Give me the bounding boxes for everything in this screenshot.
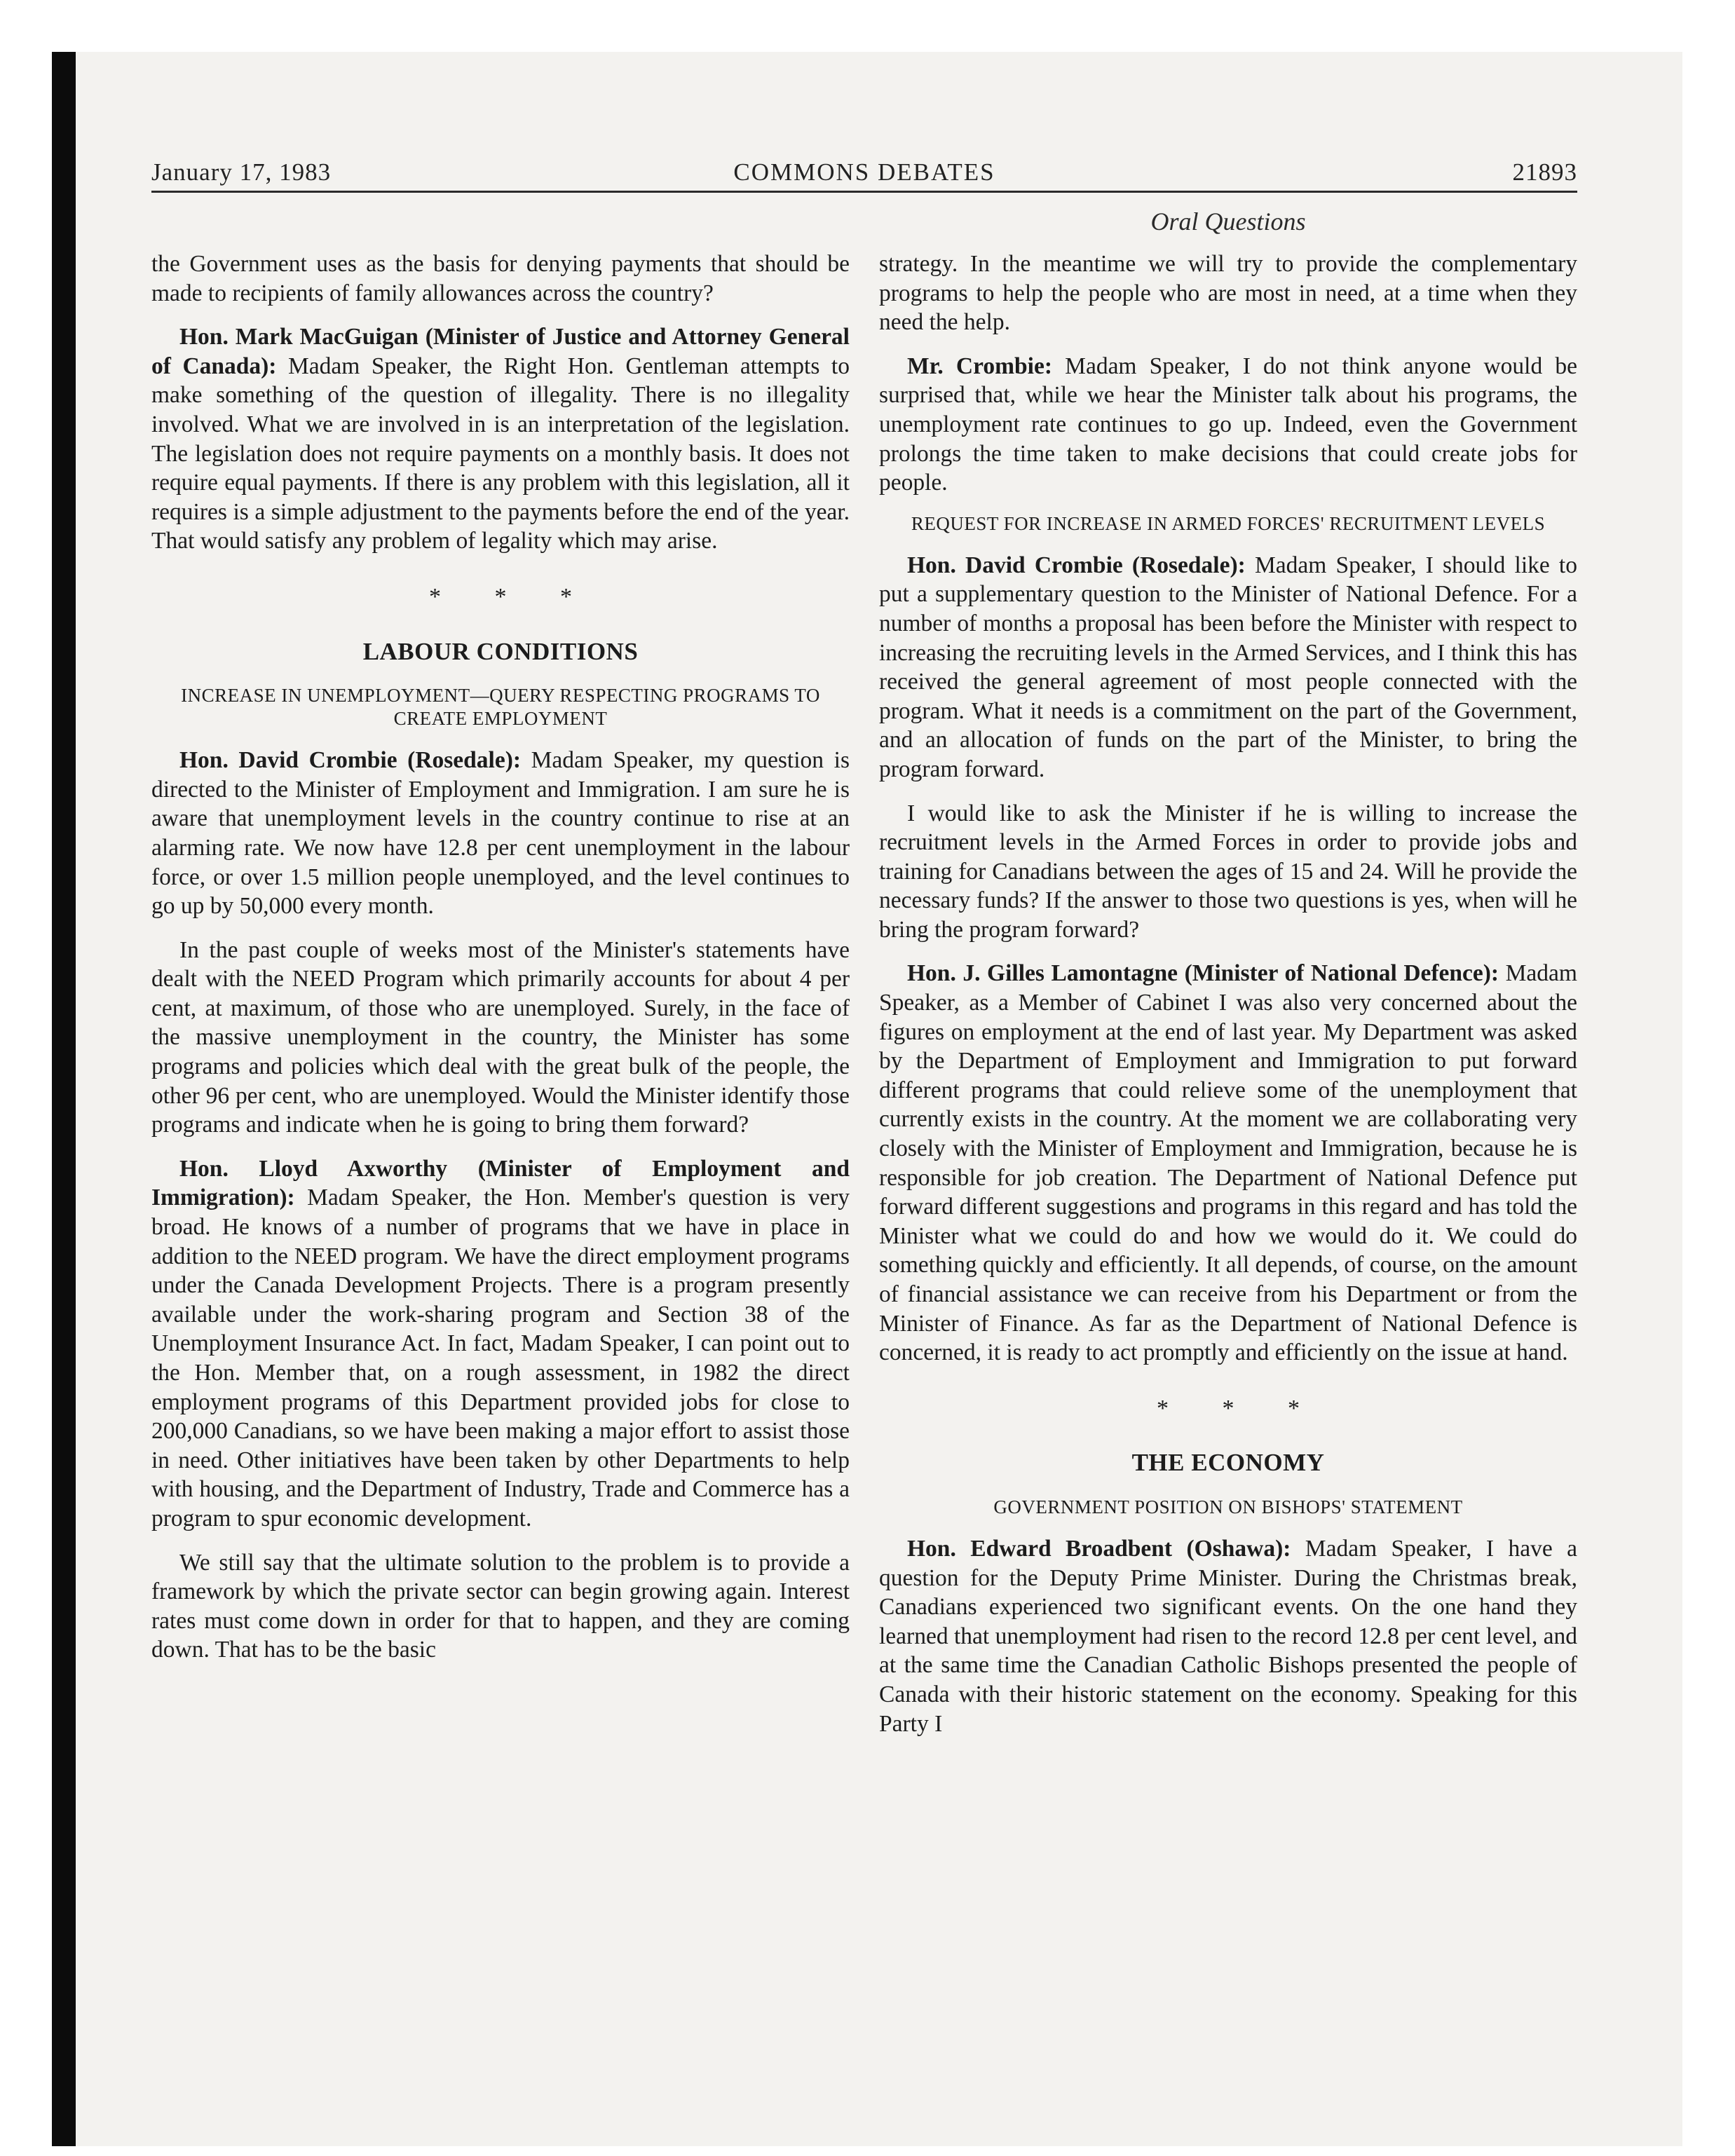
section-heading: THE ECONOMY <box>1131 1449 1325 1477</box>
speech-text: Madam Speaker, I should like to put a supplementary question to the Minister of National Defence. For a number of months a proposal has been before the Minister with respect to increasing the recruiting levels in the Armed Services, and I think this has received the general agreement of most people connected with the program. What it needs is a commitment on the part of the Government, and an allocation of funds on the part of the Minister, to bring the program forward. <box>879 552 1577 782</box>
speaker-name: Hon. J. Gilles Lamontagne (Minister of National Defence): <box>907 960 1499 987</box>
speech-text: Madam Speaker, as a Member of Cabinet I was also very concerned about the figures on employment at the end of last year. My Department was asked by the Department of Employment and Immigration to put forward different programs that could relieve some of the unemployment that currently exists in the country. At the moment we are collaborating very closely with the Minister of Employment and Immigration, because he is responsible for job creation. The Department of National Defence put forward different suggestions and programs in this regard and has told the Minister what we could do and how we would do it. We could do something quickly and efficiently. It all depends, of course, on the amount of financial assistance we can receive from his Department or from the Minister of Finance. As far as the Department of National Defence is concerned, it is ready to act promptly and efficiently on the issue at hand. <box>879 960 1577 1366</box>
section-separator: * * * <box>429 583 596 610</box>
paragraph <box>151 1154 850 1534</box>
sub-heading: REQUEST FOR INCREASE IN ARMED FORCES' RECRUITMENT LEVELS <box>911 512 1546 534</box>
paragraph <box>151 322 850 556</box>
section-separator: * * * <box>1157 1395 1324 1421</box>
binding-edge <box>52 52 76 2146</box>
paragraph <box>879 1534 1577 1738</box>
speaker-name: Hon. David Crombie (Rosedale): <box>907 552 1246 578</box>
speaker-name: Hon. Lloyd Axworthy (Minister of Employment and Immigration): <box>151 1155 850 1211</box>
paragraph <box>879 959 1577 1367</box>
speech-text: Madam Speaker, the Hon. Member's question is very broad. He knows of a number of programs that we have in place in addition to the NEED program. We have the direct employment programs under the Canada Development Projects. There is a program presently available under the work-sharing program and Section 38 of the Unemployment Insurance Act. In fact, Madam Speaker, I can point out to the Hon. Member that, on a rough assessment, in 1982 the direct employment programs of this Department provided jobs for close to 200,000 Canadians, so we have been making a major effort to assist those in need. Other initiatives have been taken by other Departments to help with housing, and the Department of Industry, Trade and Commerce has a program to spur economic development. <box>151 1185 850 1531</box>
header-date: January 17, 1983 <box>151 158 332 186</box>
section-title: Oral Questions <box>1150 207 1306 236</box>
paragraph: In the past couple of weeks most of the Minister's statements have dealt with the NEED Program which primarily accounts for about 4 per cent, at maximum, of those who are unemployed. Surely, in the face of the massive unemployment in the country, the Minister has some programs and policies which deal with the great bulk of the people, the other 96 per cent, who are unemployed. Would the Minister identify those programs and indicate when he is going to bring them forward? <box>151 936 850 1138</box>
speaker-name: Mr. Crombie: <box>907 353 1053 379</box>
speech-text: Madam Speaker, my question is directed to the Minister of Employment and Immigration. I am sure he is aware that unemployment levels in the country continue to rise at an alarming rate. We now have 12.8 per cent unemployment in the labour force, or over 1.5 million people unemployed, and the level continues to go up by 50,000 every month. <box>151 747 850 920</box>
paragraph: the Government uses as the basis for denying payments that should be made to recipients of family allowances across the country? <box>151 251 850 306</box>
sub-heading: INCREASE IN UNEMPLOYMENT—QUERY RESPECTING PROGRAMS TO CREATE EMPLOYMENT <box>181 685 820 730</box>
right-column <box>879 250 1577 1753</box>
paragraph: I would like to ask the Minister if he is willing to increase the recruitment levels in the Armed Forces in order to provide jobs and training for Canadians between the ages of 15 and 24. Will he provide the necessary funds? If the answer to those two questions is yes, when will he bring the program forward? <box>879 800 1577 943</box>
paragraph <box>879 551 1577 784</box>
header-page-number: 21893 <box>1512 158 1577 186</box>
sub-heading: GOVERNMENT POSITION ON BISHOPS' STATEMENT <box>993 1496 1463 1517</box>
speech-text: Madam Speaker, I do not think anyone would be surprised that, while we hear the Minister talk about his programs, the unemployment rate continues to go up. Indeed, even the Government prolongs the time taken to make decisions that could create jobs for people. <box>879 353 1577 496</box>
paragraph: We still say that the ultimate solution to the problem is to provide a framework by which the private sector can begin growing again. Interest rates must come down in order for that to happen, and they are coming down. That has to be the basic <box>151 1549 850 1663</box>
header-rule <box>151 191 1577 193</box>
speaker-name: Hon. David Crombie (Rosedale): <box>179 747 522 774</box>
speech-text: Madam Speaker, the Right Hon. Gentleman attempts to make something of the question of illegality. There is no illegality involved. What we are involved in is an interpretation of the legislation. The legislation does not require payments on a monthly basis. It does not require equal payments. If there is any problem with this legislation, all it requires is a simple adjustment to the payments before the end of the year. That would satisfy any problem of legality which may arise. <box>151 353 850 554</box>
speech-text: Madam Speaker, I have a question for the Deputy Prime Minister. During the Christmas break, Canadians experienced two significant events. On the one hand they learned that unemployment had risen to the record 12.8 per cent level, and at the same time the Canadian Catholic Bishops presented the people of Canada with their historic statement on the economy. Speaking for this Party I <box>879 1535 1577 1737</box>
paragraph <box>151 746 850 921</box>
paragraph <box>879 352 1577 498</box>
left-column <box>151 250 850 1679</box>
section-heading: LABOUR CONDITIONS <box>362 637 639 665</box>
header-journal-title: COMMONS DEBATES <box>733 158 995 186</box>
speaker-name: Hon. Edward Broadbent (Oshawa): <box>907 1535 1291 1562</box>
running-head <box>151 158 1577 195</box>
paragraph: strategy. In the meantime we will try to provide the complementary programs to help the people who are most in need, at a time when they need the help. <box>879 251 1577 336</box>
speaker-name: Hon. Mark MacGuigan (Minister of Justice and Attorney General of Canada): <box>151 324 850 379</box>
